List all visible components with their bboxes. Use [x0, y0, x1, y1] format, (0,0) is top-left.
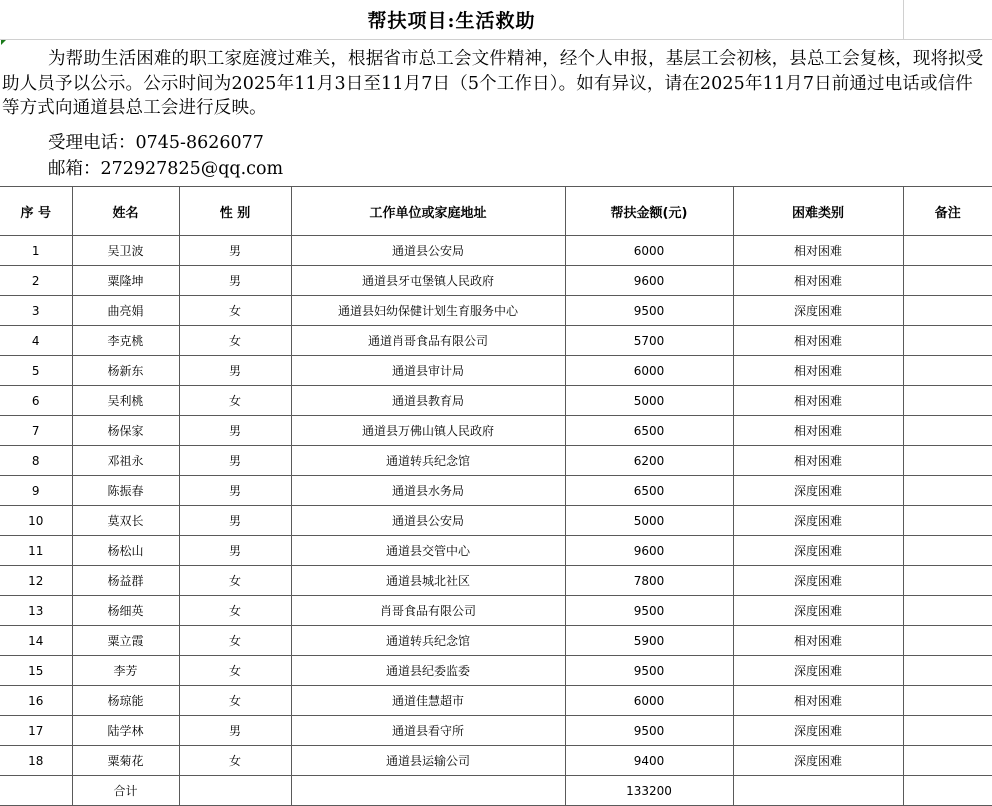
- column-header-category[interactable]: 困难类别: [733, 187, 903, 236]
- cell-gender[interactable]: 女: [179, 596, 291, 626]
- cell-gender[interactable]: 女: [179, 686, 291, 716]
- cell-index[interactable]: 15: [0, 656, 72, 686]
- cell-amount[interactable]: 9600: [565, 536, 733, 566]
- cell-category[interactable]: 相对困难: [733, 626, 903, 656]
- cell-address[interactable]: 通道县万佛山镇人民政府: [291, 416, 565, 446]
- cell-index[interactable]: 16: [0, 686, 72, 716]
- cell-name[interactable]: 吴利桃: [72, 386, 179, 416]
- cell-name[interactable]: 杨益群: [72, 566, 179, 596]
- cell-index[interactable]: 17: [0, 716, 72, 746]
- table-row: [0, 416, 992, 446]
- cell-gender[interactable]: 男: [179, 266, 291, 296]
- cell-address[interactable]: 通道转兵纪念馆: [291, 446, 565, 476]
- cell-remark[interactable]: [903, 446, 992, 476]
- cell-address[interactable]: 通道县看守所: [291, 716, 565, 746]
- total-cell-remark[interactable]: [903, 776, 992, 806]
- cell-amount[interactable]: 9500: [565, 596, 733, 626]
- notice-paragraph: 为帮助生活困难的职工家庭渡过难关，根据省市总工会文件精神，经个人申报，基层工会初核，县总工会复核，现将拟受助人员予以公示。公示时间为2025年11月3日至11月7日（5个工作日）。如有异议，请在2025年11月7日前通过电话或信件等方式向通道县总工会进行反映。: [2, 49, 984, 118]
- cell-name[interactable]: 莫双长: [72, 506, 179, 536]
- cell-gender[interactable]: 男: [179, 716, 291, 746]
- cell-address[interactable]: 通道县运输公司: [291, 746, 565, 776]
- cell-remark[interactable]: [903, 716, 992, 746]
- table-row: [0, 386, 992, 416]
- cell-category[interactable]: 相对困难: [733, 416, 903, 446]
- cell-address[interactable]: 通道县公安局: [291, 506, 565, 536]
- cell-gender[interactable]: 男: [179, 446, 291, 476]
- total-cell-index[interactable]: [0, 776, 72, 806]
- cell-amount[interactable]: 6000: [565, 236, 733, 266]
- cell-category[interactable]: 深度困难: [733, 716, 903, 746]
- cell-index[interactable]: 2: [0, 266, 72, 296]
- cell-address[interactable]: 通道县公安局: [291, 236, 565, 266]
- total-cell-gender[interactable]: [179, 776, 291, 806]
- cell-amount[interactable]: 9600: [565, 266, 733, 296]
- table-row: [0, 356, 992, 386]
- cell-gender[interactable]: 男: [179, 356, 291, 386]
- cell-name[interactable]: 杨保家: [72, 416, 179, 446]
- title-cell[interactable]: [0, 0, 904, 40]
- cell-gender[interactable]: 男: [179, 506, 291, 536]
- cell-index[interactable]: 10: [0, 506, 72, 536]
- table-row: [0, 686, 992, 716]
- cell-address[interactable]: 通道转兵纪念馆: [291, 626, 565, 656]
- cell-remark[interactable]: [903, 506, 992, 536]
- page-title: 帮扶项目:生活救助: [367, 10, 536, 32]
- cell-category[interactable]: 相对困难: [733, 356, 903, 386]
- cell-amount[interactable]: 9500: [565, 296, 733, 326]
- cell-index[interactable]: 18: [0, 746, 72, 776]
- cell-amount[interactable]: 5700: [565, 326, 733, 356]
- cell-remark[interactable]: [903, 626, 992, 656]
- title-bar: [0, 0, 992, 40]
- table-row: [0, 746, 992, 776]
- cell-address[interactable]: 通道县妇幼保健计划生育服务中心: [291, 296, 565, 326]
- cell-remark[interactable]: [903, 236, 992, 266]
- cell-remark[interactable]: [903, 476, 992, 506]
- table-row: [0, 626, 992, 656]
- table-row: [0, 656, 992, 686]
- column-header-name[interactable]: 姓名: [72, 187, 179, 236]
- column-header-address[interactable]: 工作单位或家庭地址: [291, 187, 565, 236]
- table-row: [0, 536, 992, 566]
- cell-index[interactable]: 8: [0, 446, 72, 476]
- cell-name[interactable]: 陈振春: [72, 476, 179, 506]
- title-empty-cell[interactable]: [904, 0, 992, 40]
- total-cell-category[interactable]: [733, 776, 903, 806]
- cell-gender[interactable]: 女: [179, 626, 291, 656]
- cell-index[interactable]: 4: [0, 326, 72, 356]
- cell-amount[interactable]: 6500: [565, 416, 733, 446]
- cell-category[interactable]: 深度困难: [733, 536, 903, 566]
- cell-name[interactable]: 粟菊花: [72, 746, 179, 776]
- column-header-gender[interactable]: 性 别: [179, 187, 291, 236]
- table-row: [0, 236, 992, 266]
- cell-index[interactable]: 1: [0, 236, 72, 266]
- cell-category[interactable]: 相对困难: [733, 266, 903, 296]
- cell-index[interactable]: 5: [0, 356, 72, 386]
- cell-name[interactable]: 杨新东: [72, 356, 179, 386]
- cell-address[interactable]: 通道县牙屯堡镇人民政府: [291, 266, 565, 296]
- cell-category[interactable]: 深度困难: [733, 566, 903, 596]
- cell-amount[interactable]: 5000: [565, 386, 733, 416]
- cell-address[interactable]: 通道县教育局: [291, 386, 565, 416]
- cell-category[interactable]: 深度困难: [733, 596, 903, 626]
- table-header-row: [0, 187, 992, 236]
- cell-gender[interactable]: 男: [179, 236, 291, 266]
- cell-amount[interactable]: 9500: [565, 716, 733, 746]
- cell-index[interactable]: 7: [0, 416, 72, 446]
- cell-amount[interactable]: 9400: [565, 746, 733, 776]
- cell-remark[interactable]: [903, 296, 992, 326]
- cell-gender[interactable]: 女: [179, 746, 291, 776]
- cell-name[interactable]: 粟立霞: [72, 626, 179, 656]
- cell-name[interactable]: 吴卫波: [72, 236, 179, 266]
- cell-remark[interactable]: [903, 656, 992, 686]
- cell-address[interactable]: 通道佳慧超市: [291, 686, 565, 716]
- cell-remark[interactable]: [903, 326, 992, 356]
- cell-category[interactable]: 相对困难: [733, 446, 903, 476]
- cell-address[interactable]: 通道县交管中心: [291, 536, 565, 566]
- cell-index[interactable]: 14: [0, 626, 72, 656]
- cell-name[interactable]: 曲亮娟: [72, 296, 179, 326]
- cell-remark[interactable]: [903, 266, 992, 296]
- aid-recipients-table: [0, 186, 992, 806]
- table-row: [0, 506, 992, 536]
- cell-category[interactable]: 深度困难: [733, 296, 903, 326]
- cell-amount[interactable]: 5000: [565, 506, 733, 536]
- cell-name[interactable]: 陆学林: [72, 716, 179, 746]
- cell-remark[interactable]: [903, 416, 992, 446]
- table-row: [0, 266, 992, 296]
- cell-address[interactable]: 通道肖哥食品有限公司: [291, 326, 565, 356]
- table-row: [0, 326, 992, 356]
- cell-index[interactable]: 12: [0, 566, 72, 596]
- cell-category[interactable]: 相对困难: [733, 326, 903, 356]
- cell-category[interactable]: 深度困难: [733, 746, 903, 776]
- cell-gender[interactable]: 女: [179, 296, 291, 326]
- cell-category[interactable]: 相对困难: [733, 236, 903, 266]
- column-header-amount[interactable]: 帮扶金额(元): [565, 187, 733, 236]
- cell-name[interactable]: 李芳: [72, 656, 179, 686]
- cell-name[interactable]: 邓祖永: [72, 446, 179, 476]
- cell-remark[interactable]: [903, 596, 992, 626]
- cell-address[interactable]: 通道县审计局: [291, 356, 565, 386]
- total-cell-address[interactable]: [291, 776, 565, 806]
- cell-amount[interactable]: 6000: [565, 356, 733, 386]
- cell-amount[interactable]: 6000: [565, 686, 733, 716]
- cell-address[interactable]: 通道县城北社区: [291, 566, 565, 596]
- cell-index[interactable]: 3: [0, 296, 72, 326]
- cell-remark[interactable]: [903, 686, 992, 716]
- cell-category[interactable]: 深度困难: [733, 476, 903, 506]
- phone-line: 受理电话：0745-8626077: [48, 133, 264, 153]
- total-row: [0, 776, 992, 806]
- cell-remark[interactable]: [903, 746, 992, 776]
- cell-gender[interactable]: 女: [179, 566, 291, 596]
- cell-name[interactable]: 杨松山: [72, 536, 179, 566]
- cell-index[interactable]: 6: [0, 386, 72, 416]
- cell-remark[interactable]: [903, 356, 992, 386]
- cell-amount[interactable]: 5900: [565, 626, 733, 656]
- table-row: [0, 296, 992, 326]
- table-row: [0, 716, 992, 746]
- cell-category[interactable]: 深度困难: [733, 656, 903, 686]
- cell-remark[interactable]: [903, 566, 992, 596]
- cell-gender[interactable]: 女: [179, 386, 291, 416]
- table-row: [0, 596, 992, 626]
- cell-index[interactable]: 11: [0, 536, 72, 566]
- total-cell-amount[interactable]: 133200: [565, 776, 733, 806]
- column-header-remark[interactable]: 备注: [903, 187, 992, 236]
- cell-remark[interactable]: [903, 386, 992, 416]
- cell-name[interactable]: 李克桃: [72, 326, 179, 356]
- email-line: 邮箱：272927825@qq.com: [48, 159, 284, 179]
- cell-category[interactable]: 相对困难: [733, 686, 903, 716]
- cell-remark[interactable]: [903, 536, 992, 566]
- cell-address[interactable]: 通道县水务局: [291, 476, 565, 506]
- table-row: [0, 476, 992, 506]
- cell-name[interactable]: 杨琼能: [72, 686, 179, 716]
- notice-cell[interactable]: [0, 41, 992, 185]
- column-header-index[interactable]: 序 号: [0, 187, 72, 236]
- cell-address[interactable]: 肖哥食品有限公司: [291, 596, 565, 626]
- cell-category[interactable]: 深度困难: [733, 506, 903, 536]
- cell-category[interactable]: 相对困难: [733, 386, 903, 416]
- cell-gender[interactable]: 男: [179, 476, 291, 506]
- cell-address[interactable]: 通道县纪委监委: [291, 656, 565, 686]
- cell-name[interactable]: 粟隆坤: [72, 266, 179, 296]
- cell-gender[interactable]: 女: [179, 326, 291, 356]
- total-cell-name[interactable]: 合计: [72, 776, 179, 806]
- cell-amount[interactable]: 6500: [565, 476, 733, 506]
- cell-index[interactable]: 9: [0, 476, 72, 506]
- cell-name[interactable]: 杨细英: [72, 596, 179, 626]
- cell-index[interactable]: 13: [0, 596, 72, 626]
- cell-gender[interactable]: 男: [179, 536, 291, 566]
- table-row: [0, 446, 992, 476]
- cell-amount[interactable]: 9500: [565, 656, 733, 686]
- cell-amount[interactable]: 6200: [565, 446, 733, 476]
- table-row: [0, 566, 992, 596]
- cell-gender[interactable]: 女: [179, 656, 291, 686]
- cell-gender[interactable]: 男: [179, 416, 291, 446]
- cell-amount[interactable]: 7800: [565, 566, 733, 596]
